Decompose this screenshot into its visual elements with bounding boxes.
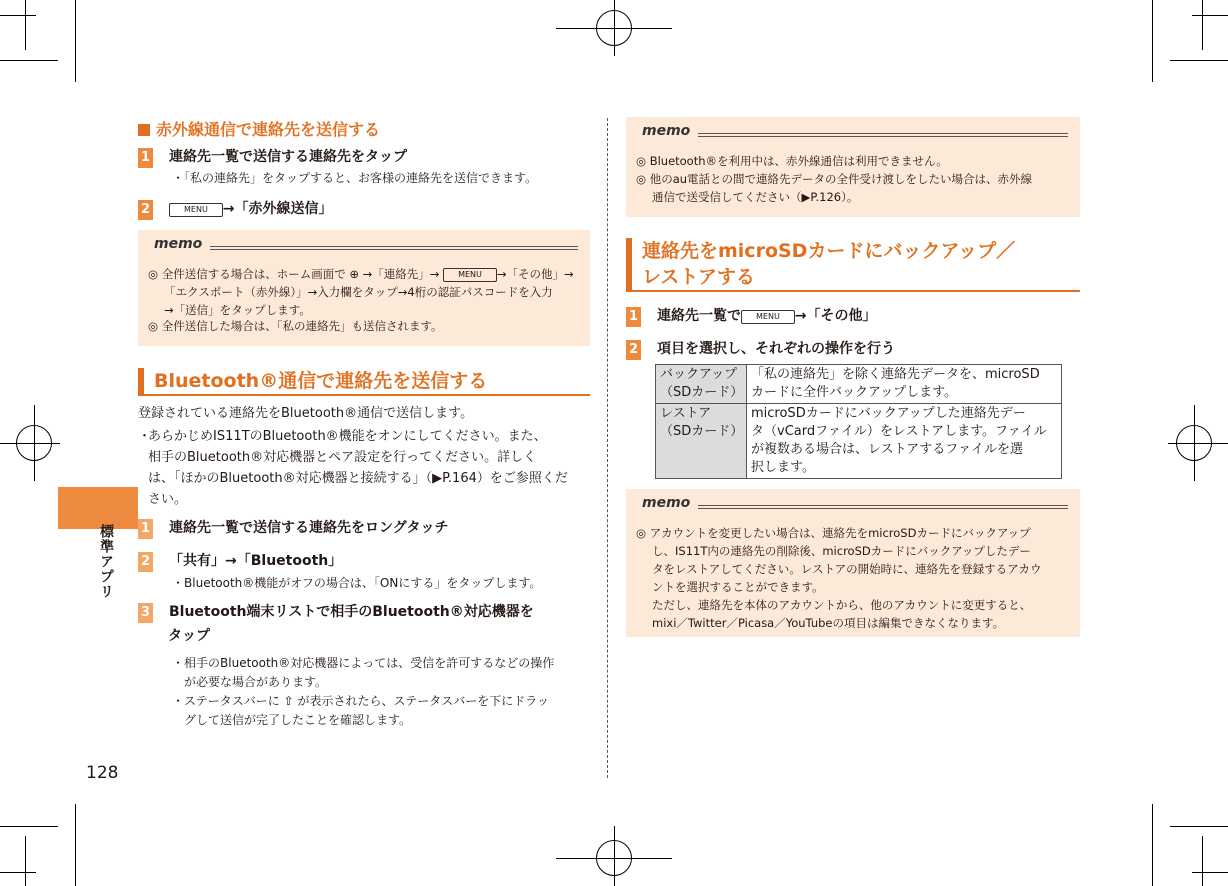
bt-step-3-note: ・相手のBluetooth®対応機器によっては、受信を許可するなどの操作 が必要な場合があります。 [172,654,554,692]
square-bullet-icon [138,124,150,136]
registration-mark [1168,443,1228,444]
memo-box-bluetooth [626,117,1080,217]
bt-step-2 [138,550,342,572]
crop-mark [25,836,26,886]
step-number-badge: 2 [138,200,153,220]
step-number-badge: 1 [138,148,153,168]
cell-line: が複数ある場合は、レストアするファイルを選 [751,442,1023,457]
bt-step-1 [138,517,448,539]
memo-line: ントを選択することができます。 [652,580,824,594]
memo-box-account [626,489,1080,637]
step-text: 「共有」→「Bluetooth」 [169,553,343,569]
memo-line: →「送信」をタップします。 [164,303,311,317]
crop-mark [1170,826,1228,827]
memo-line-text: ◎ 全件送信する場合は、ホーム画面で ⊕ →「連絡先」→ [148,267,440,281]
memo-rule [210,246,578,247]
menu-key-icon: MENU [169,203,223,217]
crop-mark [0,60,58,61]
sd-step-2 [626,338,895,360]
menu-key-icon: MENU [443,268,497,282]
table-body-cell [747,365,1062,404]
crop-mark [1152,0,1153,82]
bt-step-3 [138,600,534,648]
memo-line: mixi／Twitter／Picasa／YouTubeの項目は編集できなくなります。 [652,616,1005,630]
registration-mark [1194,405,1195,481]
ir-step-1-note: ・「私の連絡先」をタップすると、お客様の連絡先を送信できます。 [172,171,538,185]
side-tab-label: 標準アプリ [98,524,114,599]
memo-label: memo [642,123,691,139]
memo-line [148,266,574,283]
memo-line: ◎ 他のau電話との間で連絡先データの全件受け渡しをしたい場合は、赤外線 [636,172,1033,186]
menu-key-icon: MENU [741,310,795,324]
memo-rule [698,133,1068,134]
ir-heading [138,117,380,140]
heading-text: 連絡先をmicroSDカードにバックアップ／ [642,240,1016,262]
memo-rule [698,505,1068,506]
sd-step-1 [626,305,877,327]
cell-line: 択します。 [751,460,815,475]
bluetooth-heading [138,368,590,396]
registration-mark [34,405,35,481]
cell-line: microSDカードにバックアップした連絡先デー [751,406,1026,421]
memo-rule [210,249,578,250]
memo-line-text: →「その他」→ [496,267,574,281]
step-text: 連絡先一覧で [657,308,741,324]
ir-step-2 [138,198,333,220]
crop-mark [75,0,76,82]
cell-line: レストア [660,406,712,421]
heading-underline [626,290,1080,292]
step-text: 項目を選択し、それぞれの操作を行う [657,341,895,357]
bt-step-3-note: ・ステータスバーに ⇧ が表示されたら、ステータスバーを下にドラッ グして送信が完了したことを確認します。 [172,692,549,730]
memo-rule [698,508,1068,509]
note-text: グして送信が完了したことを確認します。 [184,713,412,727]
memo-box-ir [138,230,590,346]
cell-line: カードに全件バックアップします。 [751,385,958,400]
table-body-cell [747,404,1062,479]
side-tab-marker [58,487,138,529]
note-text: 「私の連絡先」をタップすると、お客様の連絡先を送信できます。 [184,171,538,185]
step-text: →「赤外線送信」 [222,201,333,217]
note-text: ステータスバーに ⇧ が表示されたら、ステータスバーを下にドラッ [184,694,549,708]
registration-mark [614,826,615,886]
crop-mark [1170,60,1228,61]
table-row [656,404,1062,479]
memo-line: ◎ アカウントを変更したい場合は、連絡先をmicroSDカードにバックアップ [636,526,1031,540]
table-row [656,365,1062,404]
step-text: タップ [168,628,210,644]
bt-bullet-line: 相手のBluetooth®対応機器とペア設定を行ってください。詳しく [148,450,537,465]
crop-mark [1192,872,1228,873]
memo-label: memo [642,495,691,511]
step-number-badge: 1 [138,519,153,539]
memo-line: 「エクスポート（赤外線）」→入力欄をタップ→4桁の認証パスコードを入力 [164,285,553,299]
crop-mark [0,15,36,16]
heading-underline [138,394,590,396]
cell-line: （SDカード） [660,424,744,439]
note-text: が必要な場合があります。 [184,675,328,689]
crop-mark [0,872,36,873]
step-number-badge: 1 [626,307,641,327]
column-divider [607,118,608,778]
step-number-badge: 2 [138,552,153,572]
heading-bar [138,368,144,394]
crop-mark [1202,0,1203,50]
memo-line: ただし、連絡先を本体のアカウントから、他のアカウントに変更すると、 [652,598,1032,612]
bt-bullet-line: あらかじめIS11TのBluetooth®機能をオンにしてください。また、 [148,429,547,444]
cell-line: （SDカード） [660,385,744,400]
crop-mark [0,826,58,827]
table-head-cell [656,404,747,479]
step-number-badge: 3 [138,603,153,623]
operation-table [655,364,1062,479]
bt-bullet-line: さい。 [148,492,188,507]
cell-line: タ（vCardファイル）をレストアします。ファイル [751,424,1047,439]
bt-bullet-line: は、「ほかのBluetooth®対応機器と接続する」（▶P.164）をご参照くだ [148,471,568,486]
step-text: →「その他」 [794,308,877,324]
page-number: 128 [86,763,119,783]
ir-step-1 [138,146,407,168]
registration-mark [0,443,60,444]
memo-line: し、IS11T内の連絡先の削除後、microSDカードにバックアップしたデー [652,544,1031,558]
crop-mark [1202,836,1203,886]
cell-line: 「私の連絡先」を除く連絡先データを、microSD [751,367,1040,382]
step-text: Bluetooth端末リストで相手のBluetooth®対応機器を [169,604,534,620]
microsd-heading [626,238,1080,292]
step-text: 連絡先一覧で送信する連絡先をタップ [169,149,407,165]
crop-mark [1192,15,1228,16]
table-head-cell [656,365,747,404]
heading-text: レストアする [642,266,755,288]
crop-mark [1152,804,1153,886]
cell-line: バックアップ [660,367,738,382]
note-text: Bluetooth®機能がオフの場合は、「ONにする」をタップします。 [184,576,542,590]
memo-line: 通信で送受信してください（▶P.126）。 [652,190,859,204]
crop-mark [75,804,76,886]
registration-mark [614,0,615,56]
memo-line: タをレストアしてください。レストアの開始時に、連絡先を登録するアカウ [652,562,1042,576]
bt-step-2-note: ・Bluetooth®機能がオフの場合は、「ONにする」をタップします。 [172,576,542,590]
memo-rule [698,136,1068,137]
heading-text: Bluetooth®通信で連絡先を送信する [154,370,488,392]
memo-line: ◎ 全件送信した場合は、「私の連絡先」も送信されます。 [148,319,443,333]
step-text: 連絡先一覧で送信する連絡先をロングタッチ [169,520,449,536]
memo-label: memo [154,236,203,252]
ir-heading-text: 赤外線通信で連絡先を送信する [156,120,381,139]
step-number-badge: 2 [626,340,641,360]
bt-intro: 登録されている連絡先をBluetooth®通信で送信します。 [138,406,474,421]
crop-mark [25,0,26,50]
heading-bar [626,238,632,290]
memo-line: ◎ Bluetooth®を利用中は、赤外線通信は利用できません。 [636,154,948,168]
note-text: 相手のBluetooth®対応機器によっては、受信を許可するなどの操作 [184,656,555,670]
